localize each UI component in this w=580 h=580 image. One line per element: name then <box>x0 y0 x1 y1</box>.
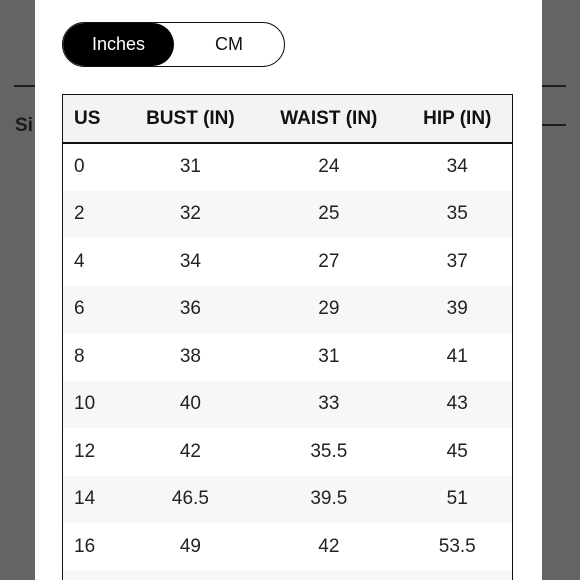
background-divider <box>14 85 36 87</box>
cell-hip: 51 <box>403 476 513 524</box>
cell-us: 2 <box>63 191 126 239</box>
cell-waist <box>255 571 402 580</box>
cell-hip: 41 <box>446 345 468 367</box>
cell-bust: 31 <box>179 156 201 178</box>
cell-waist: 24 <box>318 156 340 178</box>
cell-us: 12 <box>74 440 96 462</box>
cell-bust: 40 <box>126 381 255 429</box>
background-divider <box>542 85 566 87</box>
cell-us: 6 <box>63 286 126 334</box>
header-hip: HIP (IN) <box>403 95 513 143</box>
table-row <box>63 381 512 429</box>
cell-waist: 25 <box>255 191 402 239</box>
cell-bust: 32 <box>126 191 255 239</box>
cell-hip: 35 <box>403 191 513 239</box>
cell-bust: 34 <box>179 250 201 272</box>
cell-waist: 31 <box>318 345 340 367</box>
cell-waist: 33 <box>255 381 402 429</box>
cell-us: 16 <box>74 535 96 557</box>
cell-us: 8 <box>74 345 85 367</box>
header-us: US <box>63 95 126 143</box>
cell-us: 4 <box>74 250 85 272</box>
table-row <box>63 428 512 476</box>
cell-waist: 42 <box>318 535 340 557</box>
cell-hip: 39 <box>403 286 513 334</box>
header-bust: BUST (IN) <box>126 95 255 143</box>
header-waist: WAIST (IN) <box>255 95 402 143</box>
table-row <box>63 286 512 334</box>
cell-waist: 27 <box>318 250 340 272</box>
cell-waist: 39.5 <box>255 476 402 524</box>
cell-bust <box>126 571 255 580</box>
table-header-row <box>63 95 512 143</box>
cell-waist: 29 <box>255 286 402 334</box>
background-label: Si <box>15 115 33 136</box>
table-row <box>63 333 512 381</box>
cell-hip: 34 <box>446 156 468 178</box>
cell-hip: 45 <box>446 440 468 462</box>
cell-bust: 49 <box>179 535 201 557</box>
cell-hip <box>403 571 513 580</box>
cell-us: 14 <box>63 476 126 524</box>
table-row <box>63 523 512 571</box>
background-divider <box>542 124 566 126</box>
cell-us: 10 <box>63 381 126 429</box>
cell-us <box>63 571 126 580</box>
cell-waist: 35.5 <box>310 440 348 462</box>
cell-bust: 38 <box>179 345 201 367</box>
table-row <box>63 143 512 191</box>
cell-hip: 53.5 <box>438 535 476 557</box>
table-row <box>63 476 512 524</box>
table-row <box>63 238 512 286</box>
cell-bust: 46.5 <box>126 476 255 524</box>
cell-hip: 43 <box>403 381 513 429</box>
table-row <box>63 571 512 580</box>
cell-us: 0 <box>74 156 85 178</box>
unit-toggle <box>62 22 285 67</box>
cell-bust: 36 <box>126 286 255 334</box>
size-chart-table <box>62 94 513 580</box>
size-chart-modal <box>35 0 542 580</box>
table-row <box>63 191 512 239</box>
inches-option[interactable]: Inches <box>63 23 174 66</box>
cell-bust: 42 <box>179 440 201 462</box>
cell-hip: 37 <box>446 250 468 272</box>
cm-option[interactable]: CM <box>215 34 243 54</box>
